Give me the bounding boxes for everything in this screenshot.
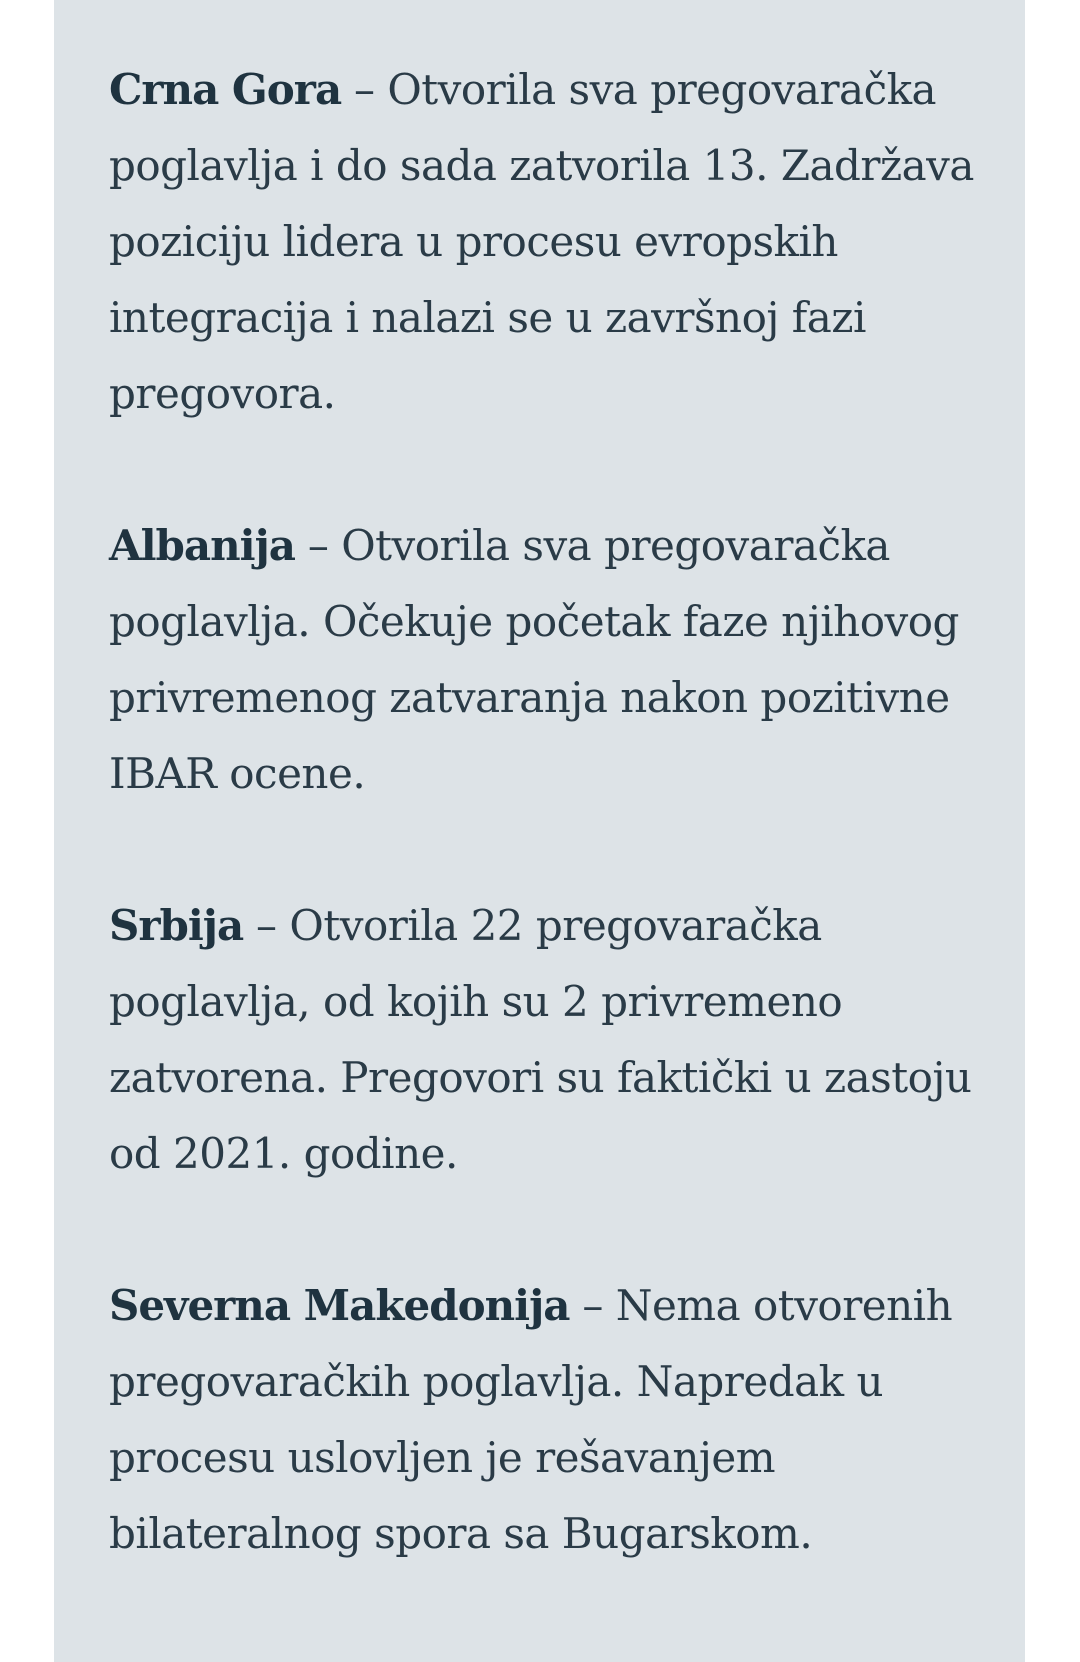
- country-name: Crna Gora: [109, 65, 342, 114]
- entry-severna-makedonija: [109, 1268, 975, 1572]
- entry-srbija: [109, 888, 975, 1192]
- country-status-panel: [54, 0, 1025, 1662]
- entry-text: Otvorila sva pregovaračka poglavlja. Očekuje početak faze njihovog privremenog zatvaranja nakon pozitivne IBAR ocene.: [109, 521, 959, 798]
- country-name: Severna Makedonija: [109, 1281, 570, 1330]
- separator: –: [569, 1281, 616, 1330]
- entry-albanija: [109, 508, 975, 812]
- separator: –: [295, 521, 342, 570]
- separator: –: [243, 901, 290, 950]
- country-name: Albanija: [109, 521, 296, 570]
- country-name: Srbija: [109, 901, 244, 950]
- entry-crna-gora: [109, 52, 975, 432]
- separator: –: [341, 65, 388, 114]
- entry-text: Otvorila 22 pregovaračka poglavlja, od kojih su 2 privremeno zatvorena. Pregovori su faktički u zastoju od 2021. godine.: [109, 901, 972, 1178]
- entry-text: Otvorila sva pregovaračka poglavlja i do sada zatvorila 13. Zadržava poziciju lidera u procesu evropskih integracija i nalazi se u završnoj fazi pregovora.: [109, 65, 974, 418]
- entry-text: Nema otvorenih pregovaračkih poglavlja. Napredak u procesu uslovljen je rešavanjem bilateralnog spora sa Bugarskom.: [109, 1281, 953, 1558]
